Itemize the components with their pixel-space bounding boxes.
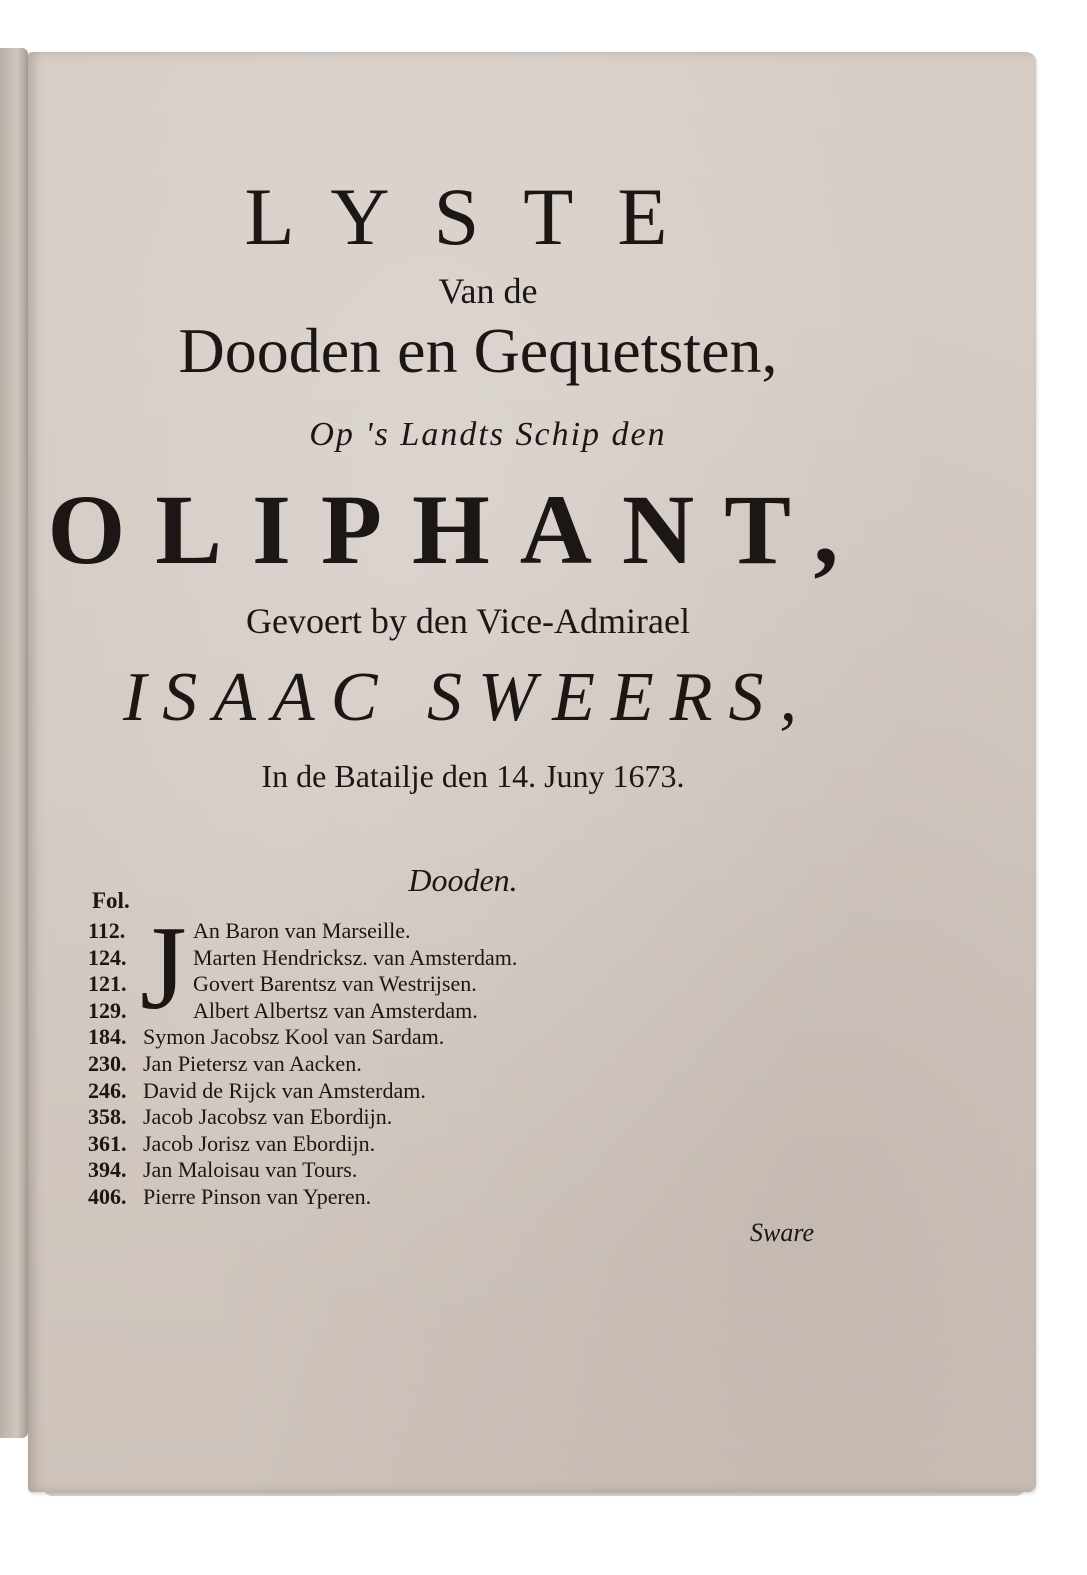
casualty-name: David de Rijck van Amsterdam. <box>143 1077 426 1103</box>
casualty-name: Govert Barentsz van Westrijsen. <box>193 971 477 997</box>
fol-number: 121. <box>88 971 127 997</box>
fol-number: 124. <box>88 944 127 970</box>
fol-column-label: Fol. <box>92 888 130 913</box>
casualty-name: Jacob Jorisz van Ebordijn. <box>143 1130 376 1156</box>
fol-number: 361. <box>88 1130 127 1156</box>
fol-number: 406. <box>88 1183 127 1209</box>
list-item <box>88 1024 517 1051</box>
section-heading: Dooden. <box>408 862 518 898</box>
title-dooden-en-gequetsten: Dooden en Gequetsten, <box>178 315 778 386</box>
fol-number: 112. <box>88 918 126 943</box>
title-commander-line: Gevoert by den Vice-Admirael <box>245 601 690 641</box>
casualty-name: Jan Pietersz van Aacken. <box>143 1050 362 1076</box>
list-item <box>88 1131 517 1158</box>
title-van-de: Van de <box>438 271 538 311</box>
title-ship-name: OLIPHANT, <box>47 474 869 585</box>
title-battle-date: In de Batailje den 14. Juny 1673. <box>261 758 685 794</box>
fol-number: 230. <box>88 1050 127 1076</box>
casualty-name: Pierre Pinson van Yperen. <box>143 1183 372 1209</box>
list-item <box>88 998 517 1025</box>
list-item <box>88 1157 517 1184</box>
title-ship-line: Op 's Landts Schip den <box>309 416 667 453</box>
fol-number: 184. <box>88 1024 127 1050</box>
casualty-name: An Baron van Marseille. <box>193 918 411 943</box>
previous-page-edge <box>0 48 28 1438</box>
list-item <box>88 1051 517 1078</box>
fol-number: 246. <box>88 1077 127 1103</box>
fol-number: 129. <box>88 997 127 1023</box>
title-lyste: LYSTE <box>244 171 712 262</box>
list-item <box>88 1078 517 1105</box>
list-item <box>88 1104 517 1131</box>
list-item <box>88 971 517 998</box>
document-page <box>28 52 1036 1492</box>
catchword: Sware <box>750 1218 815 1247</box>
list-item <box>88 918 517 945</box>
casualty-name: Jan Maloisau van Tours. <box>143 1157 358 1183</box>
title-commander-name: ISAAC SWEERS, <box>122 659 814 736</box>
casualty-list <box>88 918 517 1211</box>
list-item <box>88 945 517 972</box>
casualty-name: Symon Jacobsz Kool van Sardam. <box>143 1024 445 1050</box>
fol-number: 358. <box>88 1104 127 1130</box>
casualty-name: Marten Hendricksz. van Amsterdam. <box>193 944 518 970</box>
casualty-name: Jacob Jacobsz van Ebordijn. <box>143 1104 393 1130</box>
fol-number: 394. <box>88 1157 127 1183</box>
list-item <box>88 1184 517 1211</box>
casualty-name: Albert Albertsz van Amsterdam. <box>193 997 478 1023</box>
drop-cap: J <box>140 901 187 1034</box>
